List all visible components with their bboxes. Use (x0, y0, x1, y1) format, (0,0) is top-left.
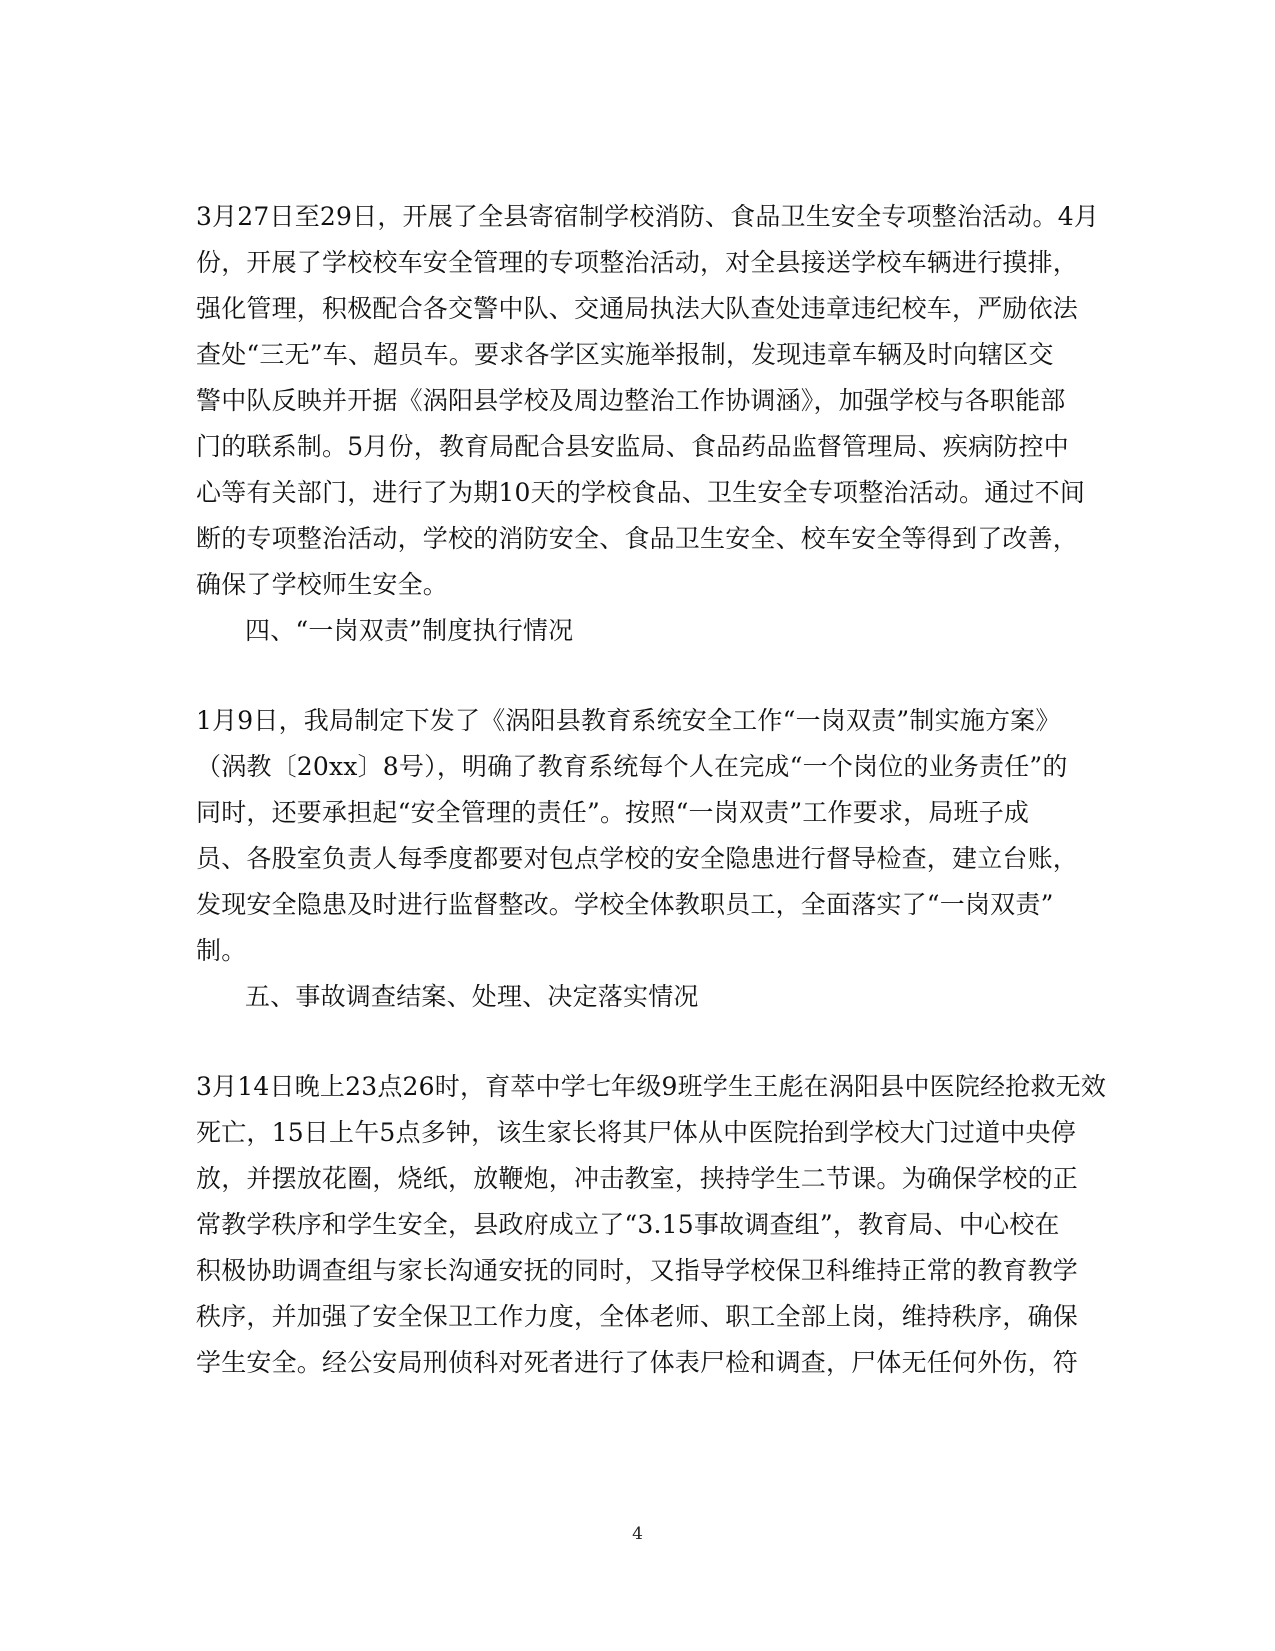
paragraph-1-line: 警中队反映并开据《涡阳县学校及周边整治工作协调涵》，加强学校与各职能部 (196, 386, 1066, 415)
paragraph-1-line: 强化管理，积极配合各交警中队、交通局执法大队查处违章违纪校车，严励依法 (196, 294, 1079, 323)
paragraph-2-line: 1月9日，我局制定下发了《涡阳县教育系统安全工作“一岗双责”制实施方案》 (196, 706, 1061, 735)
paragraph-1-line: 门的联系制。5月份，教育局配合县安监局、食品药品监督管理局、疾病防控中 (196, 432, 1069, 461)
paragraph-1-line: 份，开展了学校校车安全管理的专项整治活动，对全县接送学校车辆进行摸排， (196, 248, 1079, 277)
paragraph-2-line: 同时，还要承担起“安全管理的责任”。按照“一岗双责”工作要求，局班子成 (196, 798, 1030, 827)
paragraph-2-line: 发现安全隐患及时进行监督整改。学校全体教职员工，全面落实了“一岗双责” (196, 890, 1054, 919)
paragraph-2-line: 员、各股室负责人每季度都要对包点学校的安全隐患进行督导检查，建立台账， (196, 844, 1079, 873)
paragraph-3-line: 常教学秩序和学生安全，县政府成立了“3.15事故调查组”，教育局、中心校在 (196, 1210, 1060, 1239)
paragraph-1-line: 3月27日至29日，开展了全县寄宿制学校消防、食品卫生安全专项整治活动。4月 (196, 202, 1100, 231)
paragraph-2-line: 制。 (196, 936, 247, 965)
paragraph-1-line: 心等有关部门，进行了为期10天的学校食品、卫生安全专项整治活动。通过不间 (196, 478, 1086, 507)
paragraph-2-line: （涡教〔20xx〕8号），明确了教育系统每个人在完成“一个岗位的业务责任”的 (196, 752, 1068, 781)
paragraph-3-line: 放，并摆放花圈，烧纸，放鞭炮，冲击教室，挟持学生二节课。为确保学校的正 (196, 1164, 1079, 1193)
paragraph-3-line: 3月14日晚上23点26时，育萃中学七年级9班学生王彪在涡阳县中医院经抢救无效 (196, 1072, 1107, 1101)
paragraph-1-line: 查处“三无”车、超员车。要求各学区实施举报制，发现违章车辆及时向辖区交 (196, 340, 1054, 369)
section-heading-5: 五、事故调查结案、处理、决定落实情况 (245, 982, 699, 1011)
paragraph-3-line: 积极协助调查组与家长沟通安抚的同时，又指导学校保卫科维持正常的教育教学 (196, 1256, 1079, 1285)
paragraph-1-line: 确保了学校师生安全。 (196, 570, 449, 599)
paragraph-3-line: 死亡，15日上午5点多钟，该生家长将其尸体从中医院抬到学校大门过道中央停 (196, 1118, 1076, 1147)
page-number: 4 (632, 1524, 643, 1544)
paragraph-3-line: 秩序，并加强了安全保卫工作力度，全体老师、职工全部上岗，维持秩序，确保 (196, 1302, 1079, 1331)
paragraph-1-line: 断的专项整治活动，学校的消防安全、食品卫生安全、校车安全等得到了改善， (196, 524, 1079, 553)
paragraph-3-line: 学生安全。经公安局刑侦科对死者进行了体表尸检和调查，尸体无任何外伤，符 (196, 1348, 1079, 1377)
section-heading-4: 四、“一岗双责”制度执行情况 (245, 616, 574, 645)
